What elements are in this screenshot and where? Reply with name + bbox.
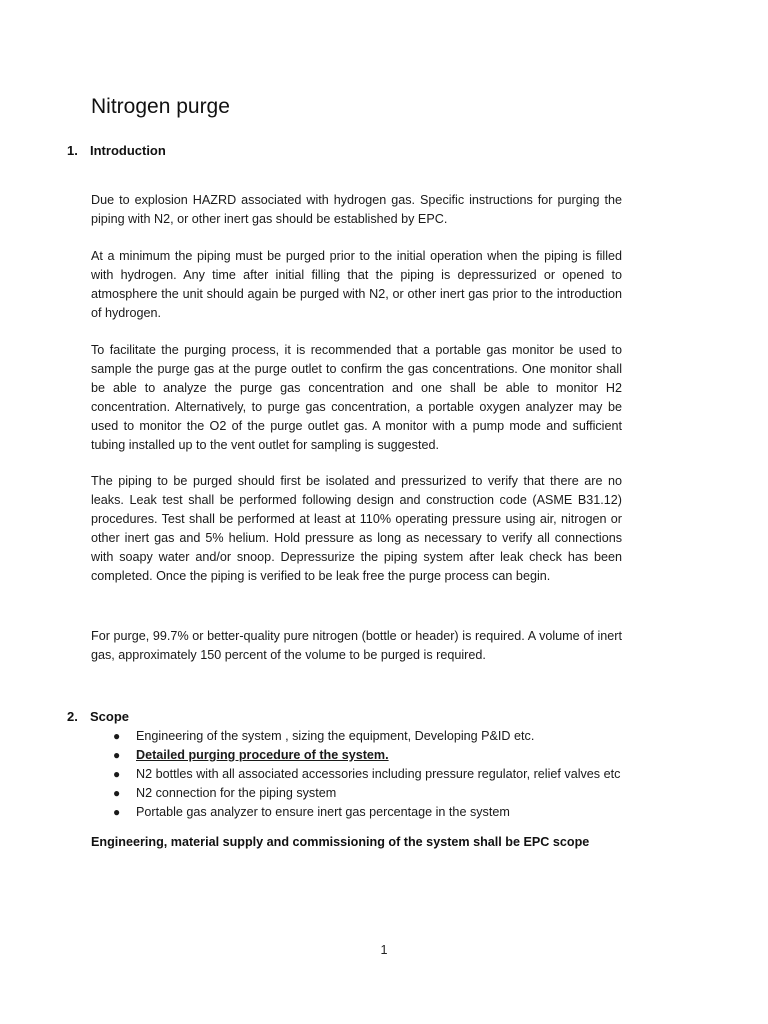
section-heading-introduction xyxy=(67,143,166,158)
list-item-text: Detailed purging procedure of the system. xyxy=(136,748,389,762)
page-number: 1 xyxy=(380,943,388,957)
intro-paragraph: For purge, 99.7% or better-quality pure nitrogen (bottle or header) is required. A volume of inert gas, approximately 150 percent of the volume to be purged is required. xyxy=(91,629,622,662)
document-title: Nitrogen purge xyxy=(91,95,230,118)
list-item xyxy=(91,803,631,822)
list-item xyxy=(91,746,631,765)
section-title: Scope xyxy=(90,709,130,724)
list-item-text: N2 connection for the piping system xyxy=(136,786,337,800)
intro-paragraph: At a minimum the piping must be purged prior to the initial operation when the piping is filled with hydrogen. Any time after initial filling that the piping is depressurized or opened to atmosphere the unit should again be purged with N2, or other inert gas prior to the introduction of hydrogen. xyxy=(91,249,622,320)
intro-paragraph: To facilitate the purging process, it is recommended that a portable gas monitor be used to sample the purge gas at the purge outlet to confirm the gas concentrations. One monitor shall be able to analyze the purge gas concentration and one shall be able to monitor H2 concentration. Alternatively, to purge gas concentration, a portable oxygen analyzer may be used to monitor the O2 of the purge outlet gas. A monitor with a pump mode and sufficient tubing installed up to the vent outlet for sampling is suggested. xyxy=(91,343,622,452)
intro-paragraph: The piping to be purged should first be isolated and pressurized to verify that there are no leaks. Leak test shall be performed following design and construction code (ASME B31.12) procedures. Test shall be performed at least at 110% operating pressure using air, nitrogen or other inert gas and 5% helium. Hold pressure as long as necessary to verify all connections with soapy water and/or snoop. Depressurize the piping system after leak check has been completed. Once the piping is verified to be leak free the purge process can begin. xyxy=(91,474,622,583)
section-heading-scope xyxy=(67,709,129,724)
bullet-icon: ● xyxy=(113,767,121,781)
list-item-text: Engineering of the system , sizing the equipment, Developing P&ID etc. xyxy=(136,729,535,743)
section-number: 1. xyxy=(67,143,78,158)
list-item xyxy=(91,727,631,746)
list-item-text: Portable gas analyzer to ensure inert gas percentage in the system xyxy=(136,805,510,819)
section-title: Introduction xyxy=(90,143,166,158)
bullet-icon: ● xyxy=(113,748,121,762)
list-item-text: N2 bottles with all associated accessories including pressure regulator, relief valves etc xyxy=(136,767,621,781)
section-number: 2. xyxy=(67,709,78,724)
bullet-icon: ● xyxy=(113,805,121,819)
list-item xyxy=(91,784,631,803)
bullet-icon: ● xyxy=(113,729,121,743)
intro-paragraph: Due to explosion HAZRD associated with hydrogen gas. Specific instructions for purging the piping with N2, or other inert gas should be established by EPC. xyxy=(91,193,622,226)
scope-note: Engineering, material supply and commissioning of the system shall be EPC scope xyxy=(91,835,590,849)
bullet-icon: ● xyxy=(113,786,121,800)
scope-list xyxy=(91,727,631,822)
list-item xyxy=(91,765,631,784)
